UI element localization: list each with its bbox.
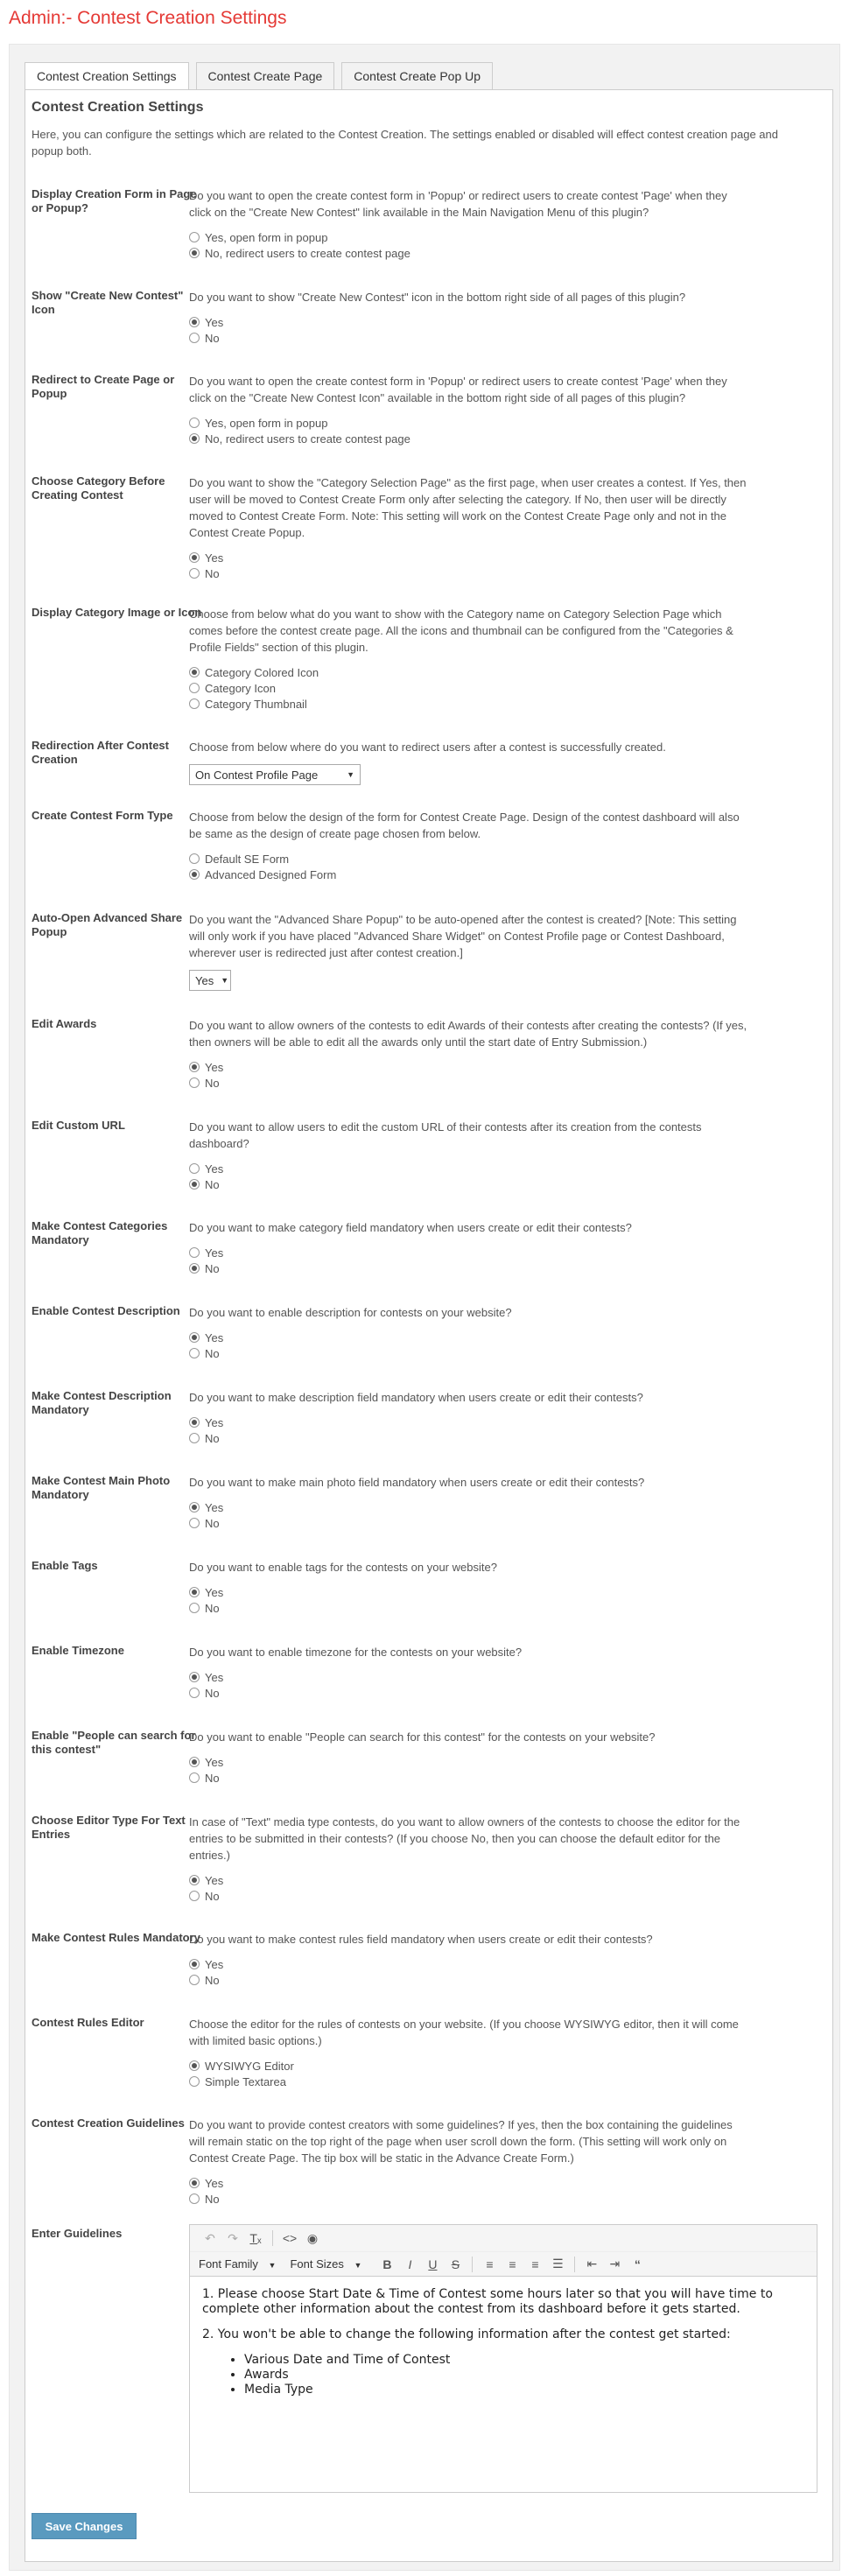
radio-button[interactable] xyxy=(189,667,200,677)
setting-description: Do you want to provide contest creators with some guidelines? If yes, then the box containing the guidelines will remain static on the top right of the page when user scroll down the form. (This setting will work only on Contest Create Page. The tip box will be static in the Advance Create Form.) xyxy=(189,2118,733,2165)
radio-option[interactable] xyxy=(189,1161,749,1176)
radio-label: No xyxy=(205,1516,220,1530)
radio-label: Yes xyxy=(205,1755,224,1769)
setting-field xyxy=(189,2016,749,2089)
radio-option[interactable] xyxy=(189,1600,749,1616)
setting-label: Enable "People can search for this contest" xyxy=(32,1729,196,1756)
radio-button[interactable] xyxy=(189,1077,200,1088)
radio-button[interactable] xyxy=(189,1332,200,1343)
align-center-icon[interactable]: ≡ xyxy=(509,2257,516,2271)
font-family-dropdown[interactable] xyxy=(199,2257,276,2271)
redirection-select[interactable] xyxy=(189,764,361,785)
font-sizes-dropdown[interactable] xyxy=(290,2257,361,2271)
radio-option[interactable] xyxy=(189,1584,749,1600)
section-title: Contest Creation Settings xyxy=(32,100,204,115)
setting-label: Create Contest Form Type xyxy=(32,809,173,822)
chevron-down-icon: ▼ xyxy=(347,770,354,779)
radio-button[interactable] xyxy=(189,333,200,343)
setting-label: Redirection After Contest Creation xyxy=(32,739,169,766)
tab-contest-create-page[interactable]: Contest Create Page xyxy=(196,62,335,89)
save-changes-button[interactable]: Save Changes xyxy=(32,2513,137,2539)
setting-description: Do you want to make description field mandatory when users create or edit their contests? xyxy=(189,1391,643,1404)
radio-button[interactable] xyxy=(189,869,200,880)
radio-button[interactable] xyxy=(189,1062,200,1072)
setting-label: Edit Awards xyxy=(32,1017,97,1030)
setting-description: Do you want to allow users to edit the custom URL of their contests after its creation from the contests dashboard? xyxy=(189,1120,702,1150)
outdent-icon[interactable]: ⇤ xyxy=(586,2257,598,2271)
radio-option[interactable] xyxy=(189,1956,749,1972)
setting-description: Do you want the "Advanced Share Popup" to be auto-opened after the contest is created? [Note: This setting will only work if you have placed "Advanced Share Widget" on Contest Profile page or Contest Dashboard, wherever user is redirected just after contest creation.] xyxy=(189,913,737,959)
setting-field xyxy=(189,1474,749,1531)
radio-label: Yes, open form in popup xyxy=(205,230,328,244)
radio-label: No xyxy=(205,1261,220,1275)
setting-description: Do you want to enable timezone for the contests on your website? xyxy=(189,1646,523,1659)
radio-option[interactable] xyxy=(189,2175,749,2191)
radio-option[interactable] xyxy=(189,664,749,680)
setting-field xyxy=(189,2116,749,2207)
setting-label: Make Contest Description Mandatory xyxy=(32,1389,172,1416)
underline-icon[interactable]: U xyxy=(428,2257,438,2271)
toolbar-divider xyxy=(574,2257,575,2272)
radio-button[interactable] xyxy=(189,568,200,579)
radio-option[interactable] xyxy=(189,1872,749,1888)
radio-label: Advanced Designed Form xyxy=(205,867,337,881)
setting-field xyxy=(189,809,749,882)
radio-option[interactable] xyxy=(189,1888,749,1904)
align-left-icon[interactable]: ≡ xyxy=(486,2257,494,2271)
redo-icon[interactable]: ↷ xyxy=(228,2230,238,2245)
justify-icon[interactable]: ☰ xyxy=(552,2257,564,2271)
radio-label: Yes xyxy=(205,1585,224,1599)
toolbar-divider xyxy=(472,2257,473,2272)
setting-field xyxy=(189,289,749,346)
radio-label: Yes xyxy=(205,1162,224,1176)
radio-label: No xyxy=(205,1601,220,1615)
setting-label: Contest Rules Editor xyxy=(32,2016,144,2029)
radio-button[interactable] xyxy=(189,1975,200,1985)
setting-field xyxy=(189,1644,749,1701)
radio-button[interactable] xyxy=(189,1502,200,1513)
list-item: • Media Type xyxy=(244,2383,804,2397)
radio-button[interactable] xyxy=(189,853,200,864)
setting-field xyxy=(189,474,749,581)
setting-label: Contest Creation Guidelines xyxy=(32,2116,185,2130)
radio-option[interactable] xyxy=(189,1260,749,1276)
chevron-down-icon: ▼ xyxy=(221,976,229,985)
setting-label: Enter Guidelines xyxy=(32,2227,123,2240)
radio-button[interactable] xyxy=(189,418,200,428)
toolbar-divider xyxy=(272,2230,273,2246)
setting-label: Edit Custom URL xyxy=(32,1119,125,1132)
radio-button[interactable] xyxy=(189,2193,200,2204)
radio-option[interactable] xyxy=(189,1330,749,1345)
radio-label: No xyxy=(205,566,220,580)
editor-content[interactable] xyxy=(190,2277,817,2408)
setting-field xyxy=(189,1931,749,1988)
list-item: • Various Date and Time of Contest xyxy=(244,2353,804,2368)
radio-option[interactable] xyxy=(189,1515,749,1531)
radio-option[interactable] xyxy=(189,1345,749,1361)
radio-button[interactable] xyxy=(189,1688,200,1698)
radio-button[interactable] xyxy=(189,1247,200,1258)
radio-label: Category Thumbnail xyxy=(205,697,307,711)
setting-description: Choose from below what do you want to show with the Category name on Category Selection Page which comes before the contest create page. All the icons and thumbnail can be configured from the "Categories & Profile Fields" section of this plugin. xyxy=(189,607,733,654)
radio-button[interactable] xyxy=(189,683,200,693)
radio-button[interactable] xyxy=(189,1417,200,1428)
radio-button[interactable] xyxy=(189,1875,200,1885)
setting-field xyxy=(189,739,749,785)
setting-field xyxy=(189,1729,749,1786)
editor-toolbar-top xyxy=(190,2225,817,2252)
code-icon[interactable]: <> xyxy=(282,2231,298,2245)
radio-button[interactable] xyxy=(189,1587,200,1597)
preview-icon[interactable]: ◉ xyxy=(306,2230,319,2245)
setting-description: Do you want to show "Create New Contest" icon in the bottom right side of all pages of this plugin? xyxy=(189,291,686,304)
guideline-paragraph: 2. You won't be able to change the following information after the contest get started: xyxy=(202,2327,731,2341)
setting-description: Do you want to enable tags for the contests on your website? xyxy=(189,1561,497,1574)
radio-option[interactable] xyxy=(189,2058,749,2074)
setting-field xyxy=(189,1219,749,1276)
radio-label: Simple Textarea xyxy=(205,2074,286,2088)
radio-button[interactable] xyxy=(189,1179,200,1190)
share-popup-select[interactable] xyxy=(189,970,231,991)
radio-button[interactable] xyxy=(189,1603,200,1613)
setting-description: Do you want to enable "People can search for this contest" for the contests on your website? xyxy=(189,1730,656,1744)
setting-description: Do you want to allow owners of the contests to edit Awards of their contests after creating the contests? (If yes, then owners will be able to edit all the awards only until the start date of Entry Submission.) xyxy=(189,1019,747,1049)
setting-label: Enable Timezone xyxy=(32,1644,124,1657)
radio-label: No xyxy=(205,1431,220,1445)
radio-option[interactable] xyxy=(189,1754,749,1770)
clear-format-icon[interactable]: Tₓ xyxy=(249,2231,262,2245)
radio-label: Default SE Form xyxy=(205,852,290,866)
radio-label: Category Colored Icon xyxy=(205,665,319,679)
blockquote-icon[interactable]: “ xyxy=(634,2257,641,2271)
setting-description: Do you want to make contest rules field mandatory when users create or edit their contests? xyxy=(189,1933,653,1946)
radio-option[interactable] xyxy=(189,1669,749,1685)
radio-label: No xyxy=(205,331,220,345)
setting-label: Make Contest Main Photo Mandatory xyxy=(32,1474,171,1501)
radio-label: Yes xyxy=(205,2176,224,2190)
radio-label: Yes xyxy=(205,1670,224,1684)
tab-bar xyxy=(25,62,500,89)
setting-field xyxy=(189,1017,749,1091)
setting-description: Do you want to show the "Category Selection Page" as the first page, when user creates a contest. If Yes, then user will be moved to Contest Create Form only after selecting the category. If No, then user will be directly moved to Contest Create Form. Note: This setting will work on the Contest Create Page only and not in the Contest Create Popup. xyxy=(189,476,747,539)
page-title: Admin:- Contest Creation Settings xyxy=(9,8,287,28)
guideline-list xyxy=(202,2353,804,2397)
chevron-down-icon: ▼ xyxy=(268,2261,277,2270)
radio-label: No xyxy=(205,1346,220,1360)
radio-option[interactable] xyxy=(189,245,749,261)
select-value: Yes xyxy=(195,973,214,987)
tab-contest-create-popup[interactable]: Contest Create Pop Up xyxy=(341,62,493,89)
setting-field xyxy=(189,1389,749,1446)
indent-icon[interactable]: ⇥ xyxy=(609,2257,621,2271)
setting-label: Redirect to Create Page or Popup xyxy=(32,373,175,400)
guidelines-editor[interactable] xyxy=(189,2224,817,2493)
radio-label: No xyxy=(205,1889,220,1903)
radio-option[interactable] xyxy=(189,1059,749,1075)
setting-field xyxy=(189,1304,749,1361)
setting-description: Do you want to make category field mandatory when users create or edit their contests? xyxy=(189,1221,632,1234)
radio-option[interactable] xyxy=(189,2074,749,2089)
radio-button[interactable] xyxy=(189,1163,200,1174)
radio-label: No xyxy=(205,2192,220,2206)
setting-label: Make Contest Categories Mandatory xyxy=(32,1219,168,1246)
setting-label: Show "Create New Contest" Icon xyxy=(32,289,184,316)
setting-field xyxy=(189,1814,749,1904)
radio-button[interactable] xyxy=(189,2076,200,2087)
radio-button[interactable] xyxy=(189,1772,200,1783)
radio-option[interactable] xyxy=(189,1245,749,1260)
radio-button[interactable] xyxy=(189,1348,200,1358)
radio-button[interactable] xyxy=(189,248,200,258)
align-right-icon[interactable]: ≡ xyxy=(531,2257,539,2271)
radio-option[interactable] xyxy=(189,229,749,245)
radio-option[interactable] xyxy=(189,696,749,712)
setting-description: Do you want to make main photo field mandatory when users create or edit their contests? xyxy=(189,1476,645,1489)
radio-option[interactable] xyxy=(189,680,749,696)
setting-description: In case of "Text" media type contests, do you want to allow owners of the contests to choose the editor for the entries to be submitted in their contests? (If you choose No, then you can choose the default editor for the entries.) xyxy=(189,1815,740,1862)
setting-field xyxy=(189,606,749,712)
setting-field xyxy=(189,1559,749,1616)
radio-option[interactable] xyxy=(189,1499,749,1515)
radio-option[interactable] xyxy=(189,1430,749,1446)
setting-label: Display Creation Form in Page or Popup? xyxy=(32,187,197,214)
radio-label: No, redirect users to create contest page xyxy=(205,432,410,446)
radio-option[interactable] xyxy=(189,415,749,431)
radio-button[interactable] xyxy=(189,552,200,563)
chevron-down-icon: ▼ xyxy=(354,2261,362,2270)
section-description: Here, you can configure the settings which are related to the Contest Creation. The settings enabled or disabled will effect contest creation page and popup both. xyxy=(32,128,778,158)
radio-option[interactable] xyxy=(189,1685,749,1701)
italic-icon[interactable]: I xyxy=(408,2257,412,2271)
font-family-label: Font Family xyxy=(199,2257,258,2271)
radio-label: No xyxy=(205,1771,220,1785)
radio-button[interactable] xyxy=(189,1263,200,1274)
setting-label: Display Category Image or Icon xyxy=(32,606,202,619)
tab-contest-creation-settings[interactable]: Contest Creation Settings xyxy=(25,62,189,90)
editor-toolbar-format xyxy=(190,2252,817,2277)
radio-option[interactable] xyxy=(189,1176,749,1192)
radio-option[interactable] xyxy=(189,851,749,867)
radio-option[interactable] xyxy=(189,867,749,882)
radio-label: Yes xyxy=(205,1246,224,1260)
select-value: On Contest Profile Page xyxy=(195,768,319,782)
setting-label: Auto-Open Advanced Share Popup xyxy=(32,911,183,938)
bold-icon[interactable]: B xyxy=(382,2257,392,2271)
radio-label: No xyxy=(205,1686,220,1700)
radio-option[interactable] xyxy=(189,431,749,446)
radio-label: Yes xyxy=(205,1060,224,1074)
radio-button[interactable] xyxy=(189,1433,200,1443)
radio-button[interactable] xyxy=(189,1891,200,1901)
radio-option[interactable] xyxy=(189,1770,749,1786)
radio-button[interactable] xyxy=(189,1757,200,1767)
radio-button[interactable] xyxy=(189,1672,200,1682)
setting-field xyxy=(189,911,749,991)
radio-label: No xyxy=(205,1177,220,1191)
radio-label: Yes xyxy=(205,1957,224,1971)
setting-field xyxy=(189,187,749,261)
radio-label: No xyxy=(205,1076,220,1090)
radio-label: Yes xyxy=(205,1415,224,1429)
setting-field xyxy=(189,373,749,446)
undo-icon[interactable]: ↶ xyxy=(205,2230,215,2245)
setting-label: Enable Tags xyxy=(32,1559,98,1572)
radio-option[interactable] xyxy=(189,314,749,330)
radio-label: Yes xyxy=(205,1873,224,1887)
radio-button[interactable] xyxy=(189,2178,200,2188)
strikethrough-icon[interactable]: S xyxy=(451,2257,460,2271)
radio-option[interactable] xyxy=(189,1414,749,1430)
font-sizes-label: Font Sizes xyxy=(290,2257,344,2271)
radio-label: Yes xyxy=(205,1330,224,1344)
radio-label: No xyxy=(205,1973,220,1987)
radio-button[interactable] xyxy=(189,317,200,327)
guideline-paragraph: 1. Please choose Start Date & Time of Contest some hours later so that you will have time to complete other information about the contest from its dashboard before it gets started. xyxy=(202,2287,773,2316)
radio-label: WYSIWYG Editor xyxy=(205,2059,294,2073)
setting-label: Choose Category Before Creating Contest xyxy=(32,474,165,502)
setting-description: Do you want to open the create contest form in 'Popup' or redirect users to create contest 'Page' when they click on the "Create New Contest Icon" available in the bottom right side of all pages of this plugin? xyxy=(189,375,727,404)
setting-description: Choose the editor for the rules of contests on your website. (If you choose WYSIWYG editor, then it will come with limited basic options.) xyxy=(189,2018,739,2047)
radio-label: Yes xyxy=(205,1500,224,1514)
radio-label: Category Icon xyxy=(205,681,276,695)
radio-option[interactable] xyxy=(189,1972,749,1988)
radio-option[interactable] xyxy=(189,1075,749,1091)
setting-description: Choose from below where do you want to redirect users after a contest is successfully created. xyxy=(189,741,666,754)
setting-label: Choose Editor Type For Text Entries xyxy=(32,1814,186,1841)
radio-option[interactable] xyxy=(189,330,749,346)
radio-option[interactable] xyxy=(189,2191,749,2207)
setting-field xyxy=(189,1119,749,1192)
radio-label: Yes xyxy=(205,551,224,565)
radio-button[interactable] xyxy=(189,1959,200,1969)
radio-option[interactable] xyxy=(189,550,749,565)
radio-option[interactable] xyxy=(189,565,749,581)
radio-label: Yes xyxy=(205,315,224,329)
radio-button[interactable] xyxy=(189,433,200,444)
radio-button[interactable] xyxy=(189,1518,200,1528)
setting-label: Make Contest Rules Mandatory xyxy=(32,1931,200,1944)
radio-label: No, redirect users to create contest page xyxy=(205,246,410,260)
setting-description: Choose from below the design of the form for Contest Create Page. Design of the contest dashboard will also be same as the design of create page chosen from below. xyxy=(189,811,740,840)
radio-button[interactable] xyxy=(189,698,200,709)
radio-label: Yes, open form in popup xyxy=(205,416,328,430)
setting-description: Do you want to enable description for contests on your website? xyxy=(189,1306,512,1319)
setting-label: Enable Contest Description xyxy=(32,1304,180,1317)
list-item: • Awards xyxy=(244,2368,804,2383)
setting-description: Do you want to open the create contest form in 'Popup' or redirect users to create contest 'Page' when they click on the "Create New Contest" link available in the Main Navigation Menu of this plugin? xyxy=(189,189,727,219)
radio-button[interactable] xyxy=(189,232,200,242)
radio-button[interactable] xyxy=(189,2060,200,2071)
